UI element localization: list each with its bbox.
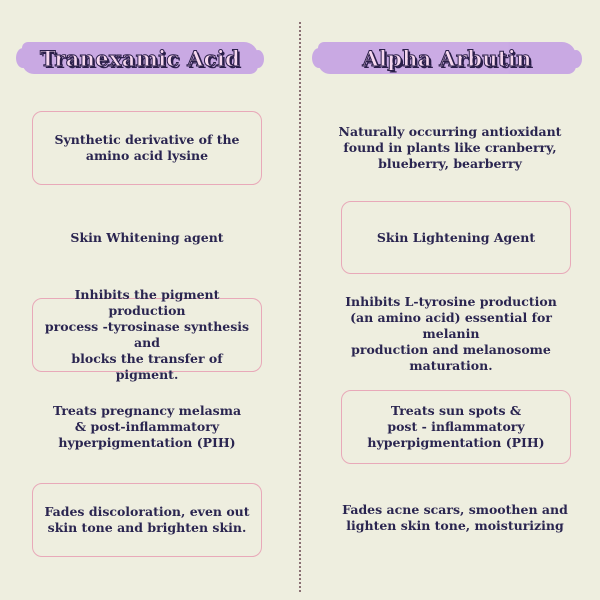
left-card-5 [32, 483, 262, 557]
right-card-3 [324, 294, 578, 373]
left-card-5-text: Fades discoloration, even out skin tone and brighten skin. [44, 504, 250, 535]
left-card-2-text: Skin Whitening agent [70, 230, 224, 245]
right-title-banner [318, 38, 576, 78]
left-card-3-text: Inhibits the pigment production process -tyrosinase synthesis and blocks the transfer of pigment. [44, 287, 250, 382]
right-card-3-text: Inhibits L-tyrosine production (an amino acid) essential for melanin production and melanosome maturation. [345, 294, 557, 373]
right-card-2-text: Skin Lightening Agent [376, 229, 536, 245]
right-title: Alpha Arbutin [362, 45, 532, 71]
left-card-4-text: Treats pregnancy melasma & post-inflammatory hyperpigmentation (PIH) [52, 403, 242, 450]
right-card-1-text: Naturally occurring antioxidant found in plants like cranberry, blueberry, bearberry [338, 124, 562, 171]
right-card-5 [330, 496, 580, 540]
left-title: Tranexamic Acid [39, 45, 241, 71]
left-card-2 [32, 222, 262, 254]
left-title-banner [22, 38, 258, 78]
center-dotted-divider [299, 22, 301, 592]
right-card-2 [341, 201, 571, 274]
left-card-4 [32, 396, 262, 458]
right-card-1 [330, 118, 570, 178]
left-card-3 [32, 287, 262, 382]
right-card-4 [341, 390, 571, 464]
left-card-1 [32, 111, 262, 185]
right-card-4-text: Treats sun spots & post - inflammatory hyperpigmentation (PIH) [367, 403, 545, 450]
left-card-1-text: Synthetic derivative of the amino acid lysine [54, 132, 240, 163]
right-card-5-text: Fades acne scars, smoothen and lighten skin tone, moisturizing [342, 502, 568, 533]
